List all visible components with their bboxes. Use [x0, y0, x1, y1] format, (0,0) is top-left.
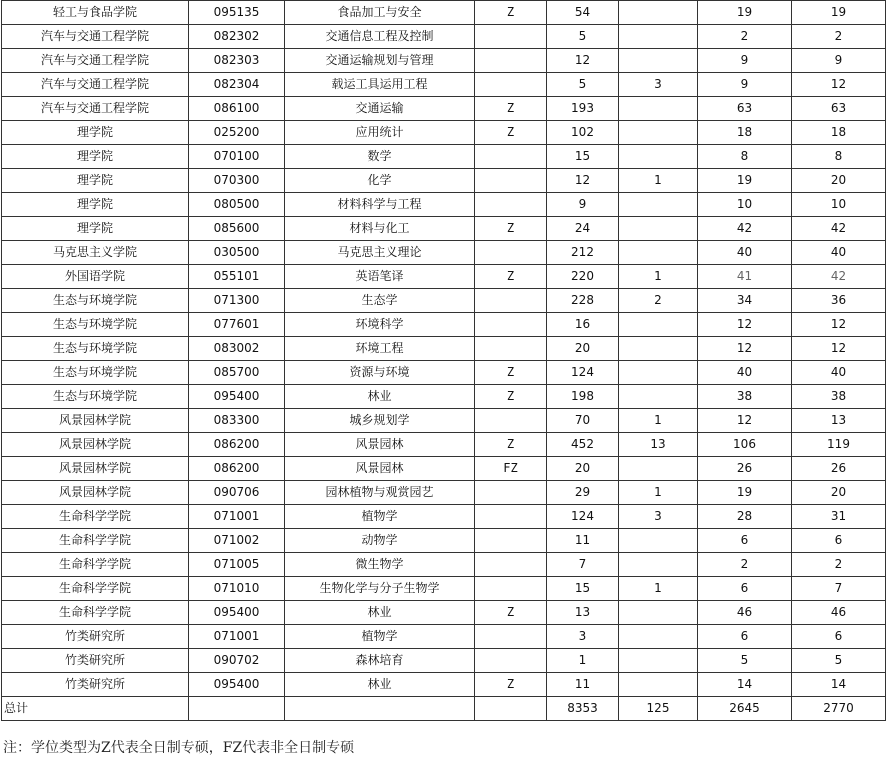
degree-type-cell: Z — [475, 385, 547, 409]
code-cell: 082304 — [189, 73, 285, 97]
col8-cell: 14 — [792, 673, 886, 697]
college-cell: 生命科学学院 — [2, 529, 189, 553]
col8-cell: 46 — [792, 601, 886, 625]
col6-cell — [619, 217, 698, 241]
table-row — [2, 673, 886, 697]
col5-cell: 20 — [547, 457, 619, 481]
col5-cell: 15 — [547, 145, 619, 169]
col6-cell — [619, 193, 698, 217]
col7-cell: 19 — [698, 1, 792, 25]
col7-cell: 18 — [698, 121, 792, 145]
col6-cell: 3 — [619, 505, 698, 529]
col6-cell — [619, 97, 698, 121]
col7-cell: 5 — [698, 649, 792, 673]
total-col7: 2645 — [698, 697, 792, 721]
col7-cell: 34 — [698, 289, 792, 313]
college-cell: 竹类研究所 — [2, 625, 189, 649]
col7-cell: 63 — [698, 97, 792, 121]
col7-cell: 26 — [698, 457, 792, 481]
college-cell: 理学院 — [2, 217, 189, 241]
major-cell: 应用统计 — [285, 121, 475, 145]
college-cell: 风景园林学院 — [2, 409, 189, 433]
code-cell: 090706 — [189, 481, 285, 505]
col8-cell: 2 — [792, 553, 886, 577]
col6-cell — [619, 49, 698, 73]
college-cell: 马克思主义学院 — [2, 241, 189, 265]
degree-type-cell: Z — [475, 265, 547, 289]
col6-cell — [619, 145, 698, 169]
degree-type-cell — [475, 169, 547, 193]
code-cell: 095135 — [189, 1, 285, 25]
degree-type-cell — [475, 481, 547, 505]
degree-type-cell: Z — [475, 361, 547, 385]
col7-cell: 12 — [698, 409, 792, 433]
degree-type-cell: Z — [475, 97, 547, 121]
col6-cell — [619, 313, 698, 337]
col7-cell: 2 — [698, 553, 792, 577]
major-cell: 材料科学与工程 — [285, 193, 475, 217]
empty-cell — [189, 697, 285, 721]
degree-type-cell — [475, 241, 547, 265]
table-row — [2, 97, 886, 121]
col8-cell: 6 — [792, 625, 886, 649]
col6-cell — [619, 553, 698, 577]
table-row — [2, 241, 886, 265]
code-cell: 071001 — [189, 505, 285, 529]
code-cell: 055101 — [189, 265, 285, 289]
col6-cell: 2 — [619, 289, 698, 313]
table-body — [2, 1, 886, 721]
col7-cell: 14 — [698, 673, 792, 697]
code-cell: 077601 — [189, 313, 285, 337]
col5-cell: 228 — [547, 289, 619, 313]
code-cell: 025200 — [189, 121, 285, 145]
table-row — [2, 457, 886, 481]
col5-cell: 1 — [547, 649, 619, 673]
col5-cell: 7 — [547, 553, 619, 577]
total-col8: 2770 — [792, 697, 886, 721]
col8-cell: 12 — [792, 313, 886, 337]
table-row — [2, 337, 886, 361]
college-cell: 生态与环境学院 — [2, 337, 189, 361]
table-row — [2, 529, 886, 553]
col5-cell: 11 — [547, 673, 619, 697]
table-row — [2, 649, 886, 673]
col5-cell: 193 — [547, 97, 619, 121]
col5-cell: 9 — [547, 193, 619, 217]
col7-cell: 8 — [698, 145, 792, 169]
major-cell: 交通信息工程及控制 — [285, 25, 475, 49]
code-cell: 071300 — [189, 289, 285, 313]
col8-cell: 12 — [792, 337, 886, 361]
col5-cell: 124 — [547, 505, 619, 529]
col8-cell: 10 — [792, 193, 886, 217]
col6-cell — [619, 121, 698, 145]
col7-cell: 2 — [698, 25, 792, 49]
col8-cell: 2 — [792, 25, 886, 49]
admissions-table — [1, 0, 886, 721]
empty-cell — [475, 697, 547, 721]
col7-cell: 106 — [698, 433, 792, 457]
code-cell: 082302 — [189, 25, 285, 49]
total-col6: 125 — [619, 697, 698, 721]
col5-cell: 24 — [547, 217, 619, 241]
college-cell: 汽车与交通工程学院 — [2, 49, 189, 73]
code-cell: 095400 — [189, 673, 285, 697]
table-row — [2, 625, 886, 649]
col7-cell: 41 — [698, 265, 792, 289]
empty-cell — [285, 697, 475, 721]
code-cell: 090702 — [189, 649, 285, 673]
col5-cell: 12 — [547, 169, 619, 193]
col8-cell: 26 — [792, 457, 886, 481]
code-cell: 086100 — [189, 97, 285, 121]
code-cell: 083300 — [189, 409, 285, 433]
col8-cell: 42 — [792, 217, 886, 241]
col7-cell: 40 — [698, 361, 792, 385]
table-row — [2, 121, 886, 145]
code-cell: 071001 — [189, 625, 285, 649]
major-cell: 数学 — [285, 145, 475, 169]
col7-cell: 40 — [698, 241, 792, 265]
degree-type-cell — [475, 505, 547, 529]
degree-type-cell — [475, 25, 547, 49]
college-cell: 汽车与交通工程学院 — [2, 25, 189, 49]
code-cell: 095400 — [189, 601, 285, 625]
total-row — [2, 697, 886, 721]
col8-cell: 40 — [792, 241, 886, 265]
table-row — [2, 577, 886, 601]
col5-cell: 54 — [547, 1, 619, 25]
degree-type-cell: Z — [475, 121, 547, 145]
col5-cell: 3 — [547, 625, 619, 649]
col8-cell: 20 — [792, 481, 886, 505]
degree-type-cell — [475, 553, 547, 577]
major-cell: 食品加工与安全 — [285, 1, 475, 25]
degree-type-cell: Z — [475, 601, 547, 625]
col8-cell: 8 — [792, 145, 886, 169]
code-cell: 085700 — [189, 361, 285, 385]
degree-type-cell: Z — [475, 433, 547, 457]
degree-type-cell: Z — [475, 217, 547, 241]
college-cell: 生态与环境学院 — [2, 385, 189, 409]
table-row — [2, 145, 886, 169]
table-row — [2, 601, 886, 625]
degree-type-cell: FZ — [475, 457, 547, 481]
college-cell: 生态与环境学院 — [2, 289, 189, 313]
college-cell: 生命科学学院 — [2, 553, 189, 577]
major-cell: 马克思主义理论 — [285, 241, 475, 265]
college-cell: 理学院 — [2, 121, 189, 145]
code-cell: 030500 — [189, 241, 285, 265]
table-row — [2, 313, 886, 337]
college-cell: 理学院 — [2, 145, 189, 169]
col6-cell — [619, 673, 698, 697]
college-cell: 汽车与交通工程学院 — [2, 73, 189, 97]
major-cell: 动物学 — [285, 529, 475, 553]
college-cell: 理学院 — [2, 169, 189, 193]
degree-type-cell — [475, 49, 547, 73]
major-cell: 城乡规划学 — [285, 409, 475, 433]
degree-type-cell — [475, 73, 547, 97]
col6-cell: 13 — [619, 433, 698, 457]
col7-cell: 12 — [698, 337, 792, 361]
col5-cell: 16 — [547, 313, 619, 337]
col6-cell — [619, 1, 698, 25]
table-row — [2, 481, 886, 505]
college-cell: 理学院 — [2, 193, 189, 217]
col5-cell: 220 — [547, 265, 619, 289]
col5-cell: 198 — [547, 385, 619, 409]
code-cell: 080500 — [189, 193, 285, 217]
col7-cell: 19 — [698, 169, 792, 193]
col6-cell: 1 — [619, 409, 698, 433]
code-cell: 095400 — [189, 385, 285, 409]
col7-cell: 46 — [698, 601, 792, 625]
code-cell: 086200 — [189, 433, 285, 457]
major-cell: 植物学 — [285, 505, 475, 529]
total-label: 总计 — [2, 697, 189, 721]
col7-cell: 6 — [698, 625, 792, 649]
col5-cell: 102 — [547, 121, 619, 145]
table-row — [2, 433, 886, 457]
col7-cell: 28 — [698, 505, 792, 529]
col6-cell: 1 — [619, 265, 698, 289]
major-cell: 环境工程 — [285, 337, 475, 361]
major-cell: 植物学 — [285, 625, 475, 649]
major-cell: 风景园林 — [285, 457, 475, 481]
col8-cell: 119 — [792, 433, 886, 457]
code-cell: 083002 — [189, 337, 285, 361]
major-cell: 载运工具运用工程 — [285, 73, 475, 97]
code-cell: 082303 — [189, 49, 285, 73]
col5-cell: 12 — [547, 49, 619, 73]
major-cell: 森林培育 — [285, 649, 475, 673]
col7-cell: 6 — [698, 577, 792, 601]
col6-cell — [619, 337, 698, 361]
col5-cell: 29 — [547, 481, 619, 505]
code-cell: 071002 — [189, 529, 285, 553]
degree-type-cell — [475, 145, 547, 169]
col7-cell: 38 — [698, 385, 792, 409]
col5-cell: 452 — [547, 433, 619, 457]
col8-cell: 19 — [792, 1, 886, 25]
col5-cell: 212 — [547, 241, 619, 265]
college-cell: 汽车与交通工程学院 — [2, 97, 189, 121]
col6-cell — [619, 25, 698, 49]
table-row — [2, 409, 886, 433]
col6-cell: 1 — [619, 481, 698, 505]
degree-type-cell — [475, 409, 547, 433]
col6-cell — [619, 385, 698, 409]
major-cell: 交通运输规划与管理 — [285, 49, 475, 73]
col5-cell: 13 — [547, 601, 619, 625]
col8-cell: 31 — [792, 505, 886, 529]
table-row — [2, 169, 886, 193]
code-cell: 070100 — [189, 145, 285, 169]
college-cell: 风景园林学院 — [2, 481, 189, 505]
major-cell: 英语笔译 — [285, 265, 475, 289]
col8-cell: 6 — [792, 529, 886, 553]
degree-type-cell — [475, 193, 547, 217]
major-cell: 生物化学与分子生物学 — [285, 577, 475, 601]
col5-cell: 124 — [547, 361, 619, 385]
col8-cell: 42 — [792, 265, 886, 289]
college-cell: 竹类研究所 — [2, 649, 189, 673]
footnote: 注：学位类型为Z代表全日制专硕，FZ代表非全日制专硕 — [3, 740, 355, 756]
degree-type-cell — [475, 289, 547, 313]
col5-cell: 11 — [547, 529, 619, 553]
col7-cell: 9 — [698, 73, 792, 97]
major-cell: 林业 — [285, 385, 475, 409]
col6-cell — [619, 649, 698, 673]
table-row — [2, 217, 886, 241]
college-cell: 生命科学学院 — [2, 505, 189, 529]
college-cell: 风景园林学院 — [2, 457, 189, 481]
degree-type-cell — [475, 577, 547, 601]
col7-cell: 12 — [698, 313, 792, 337]
code-cell: 086200 — [189, 457, 285, 481]
table-row — [2, 49, 886, 73]
college-cell: 风景园林学院 — [2, 433, 189, 457]
col8-cell: 13 — [792, 409, 886, 433]
col7-cell: 42 — [698, 217, 792, 241]
table-row — [2, 289, 886, 313]
col8-cell: 5 — [792, 649, 886, 673]
total-col5: 8353 — [547, 697, 619, 721]
col7-cell: 19 — [698, 481, 792, 505]
degree-type-cell — [475, 625, 547, 649]
major-cell: 微生物学 — [285, 553, 475, 577]
table-row — [2, 73, 886, 97]
col6-cell — [619, 529, 698, 553]
college-cell: 生态与环境学院 — [2, 313, 189, 337]
code-cell: 070300 — [189, 169, 285, 193]
col7-cell: 9 — [698, 49, 792, 73]
col8-cell: 18 — [792, 121, 886, 145]
college-cell: 生命科学学院 — [2, 577, 189, 601]
table-row — [2, 553, 886, 577]
col6-cell — [619, 361, 698, 385]
college-cell: 生命科学学院 — [2, 601, 189, 625]
college-cell: 轻工与食品学院 — [2, 1, 189, 25]
col5-cell: 5 — [547, 73, 619, 97]
code-cell: 071010 — [189, 577, 285, 601]
col6-cell: 3 — [619, 73, 698, 97]
degree-type-cell — [475, 313, 547, 337]
degree-type-cell — [475, 649, 547, 673]
major-cell: 林业 — [285, 673, 475, 697]
table-row — [2, 361, 886, 385]
col6-cell — [619, 241, 698, 265]
degree-type-cell: Z — [475, 673, 547, 697]
table-row — [2, 1, 886, 25]
table-row — [2, 25, 886, 49]
col8-cell: 12 — [792, 73, 886, 97]
table-row — [2, 505, 886, 529]
major-cell: 环境科学 — [285, 313, 475, 337]
code-cell: 085600 — [189, 217, 285, 241]
col8-cell: 7 — [792, 577, 886, 601]
col7-cell: 10 — [698, 193, 792, 217]
major-cell: 生态学 — [285, 289, 475, 313]
major-cell: 化学 — [285, 169, 475, 193]
degree-type-cell — [475, 529, 547, 553]
col5-cell: 70 — [547, 409, 619, 433]
college-cell: 外国语学院 — [2, 265, 189, 289]
col8-cell: 20 — [792, 169, 886, 193]
major-cell: 材料与化工 — [285, 217, 475, 241]
col5-cell: 15 — [547, 577, 619, 601]
col6-cell: 1 — [619, 169, 698, 193]
code-cell: 071005 — [189, 553, 285, 577]
col7-cell: 6 — [698, 529, 792, 553]
table-row — [2, 265, 886, 289]
col5-cell: 5 — [547, 25, 619, 49]
major-cell: 林业 — [285, 601, 475, 625]
col8-cell: 63 — [792, 97, 886, 121]
degree-type-cell: Z — [475, 1, 547, 25]
col8-cell: 40 — [792, 361, 886, 385]
col6-cell — [619, 601, 698, 625]
col6-cell — [619, 625, 698, 649]
col6-cell: 1 — [619, 577, 698, 601]
major-cell: 风景园林 — [285, 433, 475, 457]
major-cell: 资源与环境 — [285, 361, 475, 385]
col5-cell: 20 — [547, 337, 619, 361]
degree-type-cell — [475, 337, 547, 361]
major-cell: 园林植物与观赏园艺 — [285, 481, 475, 505]
col6-cell — [619, 457, 698, 481]
major-cell: 交通运输 — [285, 97, 475, 121]
col8-cell: 38 — [792, 385, 886, 409]
table-row — [2, 193, 886, 217]
table-row — [2, 385, 886, 409]
college-cell: 生态与环境学院 — [2, 361, 189, 385]
col8-cell: 9 — [792, 49, 886, 73]
col8-cell: 36 — [792, 289, 886, 313]
college-cell: 竹类研究所 — [2, 673, 189, 697]
